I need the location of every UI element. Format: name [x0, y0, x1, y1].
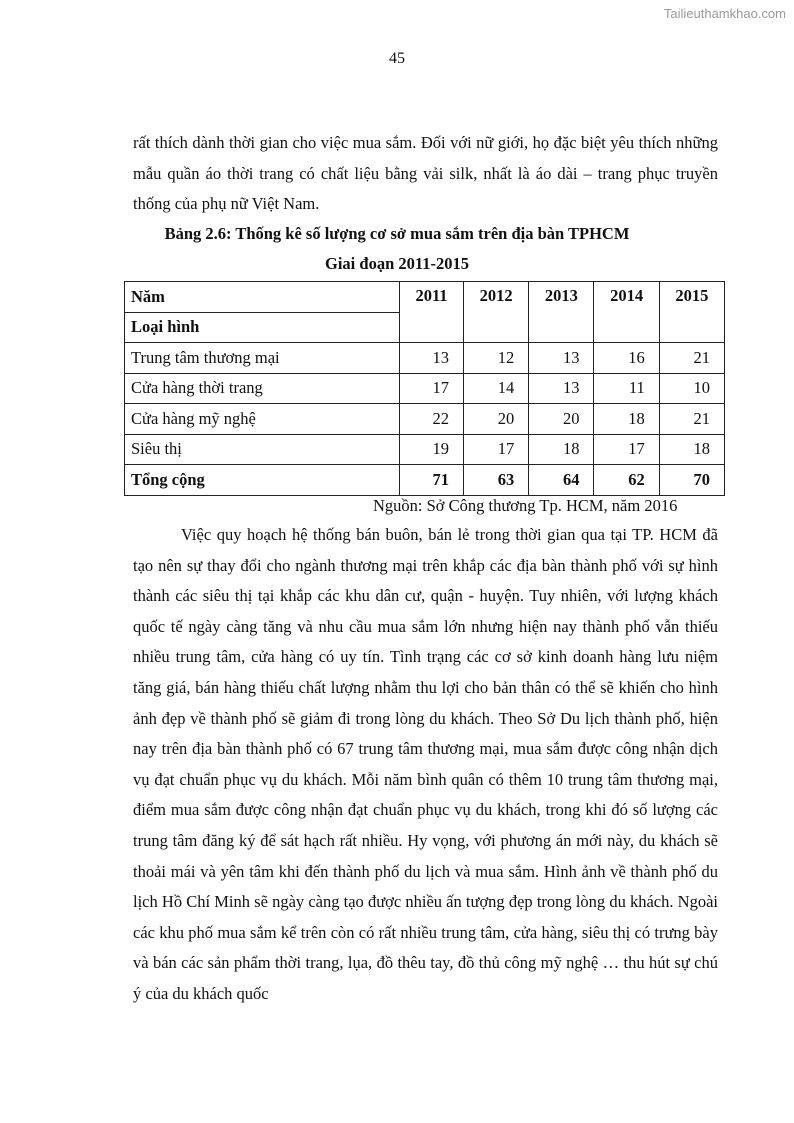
paragraph-intro: rất thích dành thời gian cho việc mua sắm. Đối với nữ giới, họ đặc biệt yêu thích những mẫu quần áo thời trang có chất liệu bằng vải silk, nhất là áo dài – trang phục truyền thống của phụ nữ Việt Nam. — [133, 133, 718, 214]
table-row — [125, 343, 725, 374]
table-row — [125, 404, 725, 435]
total-cell: 64 — [529, 465, 594, 496]
total-cell: 63 — [463, 465, 528, 496]
table-header-row — [125, 282, 725, 313]
table-cell: 10 — [659, 373, 724, 404]
table-caption-period: Giai đoạn 2011-2015 — [325, 254, 469, 273]
table-cell: 18 — [659, 434, 724, 465]
total-label: Tổng cộng — [125, 465, 400, 496]
table-cell: 20 — [529, 404, 594, 435]
year-2015: 2015 — [659, 282, 724, 343]
table-cell: 12 — [463, 343, 528, 374]
row-label: Cửa hàng mỹ nghệ — [125, 404, 400, 435]
page-number: 45 — [389, 50, 405, 67]
watermark: Tailieuthamkhao.com — [663, 6, 786, 21]
total-cell: 71 — [400, 465, 464, 496]
total-cell: 70 — [659, 465, 724, 496]
table-cell: 18 — [594, 404, 659, 435]
row-label: Trung tâm thương mại — [125, 343, 400, 374]
table-cell: 20 — [463, 404, 528, 435]
table-cell: 17 — [594, 434, 659, 465]
table-row — [125, 434, 725, 465]
year-2014: 2014 — [594, 282, 659, 343]
table-cell: 21 — [659, 404, 724, 435]
table-cell: 21 — [659, 343, 724, 374]
row-label: Siêu thị — [125, 434, 400, 465]
table-cell: 17 — [400, 373, 464, 404]
table-cell: 14 — [463, 373, 528, 404]
table-cell: 13 — [400, 343, 464, 374]
table-row — [125, 373, 725, 404]
source-note: Nguồn: Sở Công thương Tp. HCM, năm 2016 — [373, 496, 678, 515]
paragraph-body: Việc quy hoạch hệ thống bán buôn, bán lẻ trong thời gian qua tại TP. HCM đã tạo nên sự thay đổi cho ngành thương mại trên khắp các địa bàn thành phố với sự hình thành các siêu thị tại khắp các khu dân cư, quận - huyện. Tuy nhiên, với lượng khách quốc tế ngày càng tăng và nhu cầu mua sắm lớn nhưng hiện nay thành phố vẫn thiếu nhiều trung tâm, cửa hàng có uy tín. Tình trạng các cơ sở kinh doanh hàng lưu niệm tăng giá, bán hàng thiếu chất lượng nhằm thu lợi cho bản thân có thể sẽ khiến cho hình ảnh đẹp về thành phố sẽ giảm đi trong lòng du khách. Theo Sở Du lịch thành phố, hiện nay trên địa bàn thành phố có 67 trung tâm thương mại, mua sắm được công nhận dịch vụ đạt chuẩn phục vụ du khách. Mỗi năm bình quân có thêm 10 trung tâm thương mại, điểm mua sắm được công nhận đạt chuẩn phục vụ du khách, trong khi đó số lượng các trung tâm đăng ký để sát hạch rất nhiều. Hy vọng, với phương án mới này, du khách sẽ thoải mái và yên tâm khi đến thành phố du lịch và mua sắm. Hình ảnh về thành phố du lịch Hồ Chí Minh sẽ ngày càng tạo được nhiều ấn tượng đẹp trong lòng du khách. Ngoài các khu phố mua sắm kể trên còn có rất nhiều trung tâm, cửa hàng, siêu thị có trưng bày và bán các sản phẩm thời trang, lụa, đồ thêu tay, đồ thủ công mỹ nghệ … thu hút sự chú ý của du khách quốc — [133, 525, 718, 1003]
year-2011: 2011 — [400, 282, 464, 343]
table-cell: 18 — [529, 434, 594, 465]
year-2013: 2013 — [529, 282, 594, 343]
table-caption-title: Bảng 2.6: Thống kê số lượng cơ sở mua sắm trên địa bàn TPHCM — [164, 224, 630, 243]
table-total-row — [125, 465, 725, 496]
table-cell: 22 — [400, 404, 464, 435]
table-cell: 16 — [594, 343, 659, 374]
table-cell: 13 — [529, 373, 594, 404]
table-cell: 19 — [400, 434, 464, 465]
year-2012: 2012 — [463, 282, 528, 343]
total-cell: 62 — [594, 465, 659, 496]
header-type-label: Loại hình — [125, 312, 400, 343]
table-cell: 11 — [594, 373, 659, 404]
row-label: Cửa hàng thời trang — [125, 373, 400, 404]
shopping-facilities-table — [124, 281, 725, 496]
table-cell: 17 — [463, 434, 528, 465]
table-cell: 13 — [529, 343, 594, 374]
header-year-label: Năm — [125, 282, 400, 313]
